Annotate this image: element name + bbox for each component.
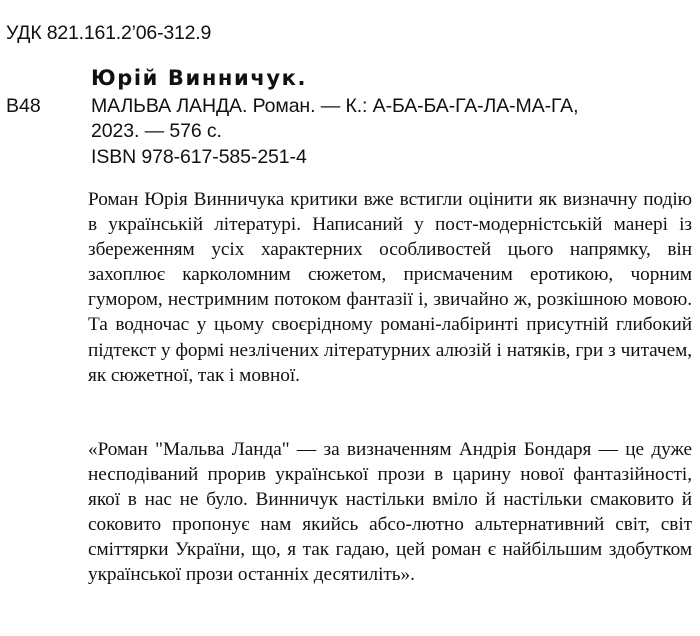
author-mark: В48 <box>6 95 41 117</box>
annotation-paragraph-2: «Роман "Мальва Ланда" — за визначенням Андрія Бондаря — це дуже несподіваний прорив української прози в царину нової фантазійності, якої в нас не було. Винничук настільки вміло й настільки смаковито й соковито пропонує нам якийсь абсо-лютно альтернативний світ, світ сміттярки України, що, я так гадаю, цей роман є найбільшим здобутком української прози останніх десятиліть». <box>88 439 692 586</box>
bibliographic-title-line: МАЛЬВА ЛАНДА. Роман. — К.: А-БА-БА-ГА-ЛА-МА-ГА, <box>91 95 579 117</box>
udk-classification: УДК 821.161.2’06-312.9 <box>6 22 212 44</box>
author-heading: Юрій Винничук. <box>91 66 308 90</box>
annotation-paragraph-1: Роман Юрія Винничука критики вже встигли оцінити як визначну подію в українській літературі. Написаний у пост-модерністській манері із збереженням усіх характерних особливостей цього напрямку, він захоплює карколомним сюжетом, присмаченим еротикою, чорним гумором, нестримним потоком фантазії і, звичайно ж, розкішною мовою. Та водночас у цьому своєрідному романі-лабіринті присутній глибокий підтекст у формі незлічених літературних алюзій і натяків, гри з читачем, як сюжетної, так і мовної. <box>88 189 692 386</box>
bibliographic-year-pages: 2023. — 576 с. <box>91 120 222 142</box>
isbn: ISBN 978-617-585-251-4 <box>91 146 307 168</box>
